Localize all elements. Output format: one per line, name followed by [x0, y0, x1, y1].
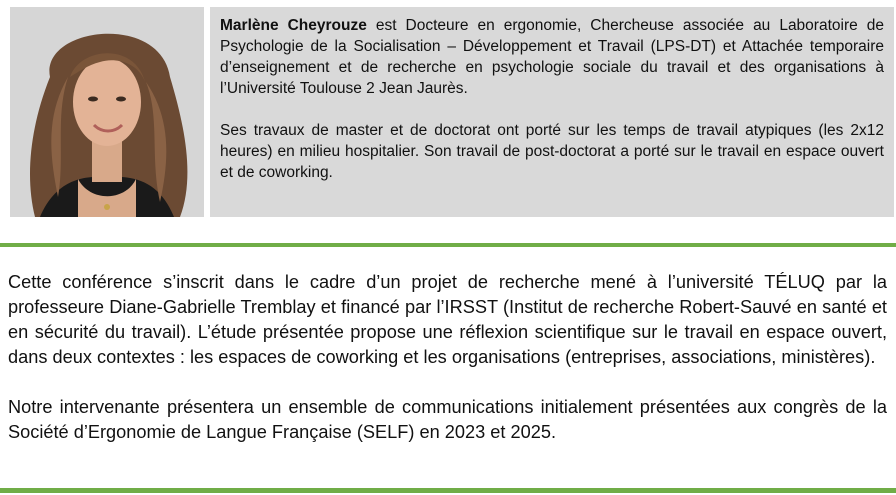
- speaker-photo: [10, 7, 204, 217]
- conference-description: [8, 270, 887, 445]
- description-paragraph-1: Cette conférence s’inscrit dans le cadre d’un projet de recherche mené à l’université TÉLUQ par la professeure Diane-Gabrielle Tremblay et financé par l’IRSST (Institut de recherche Robert-Sauvé en santé et en sécurité du travail). L’étude présentée propose une réflexion scientifique sur le travail en espace ouvert, dans deux contextes : les espaces de coworking et les organisations (entreprises, associations, ministères).: [8, 272, 887, 367]
- bottom-divider: [0, 488, 896, 493]
- bio-paragraph-1-text: est Docteure en ergonomie, Chercheuse associée au Laboratoire de Psychologie de la Socialisation – Développement et Travail (LPS-DT) et Attachée temporaire d’enseignement et de recherche en psychologie sociale du travail et des organisations à l’Université Toulouse 2 Jean Jaurès.: [220, 17, 884, 97]
- description-paragraph-2: Notre intervenante présentera un ensemble de communications initialement présentées aux congrès de la Société d’Ergonomie de Langue Française (SELF) en 2023 et 2025.: [8, 397, 887, 442]
- top-divider: [0, 243, 896, 247]
- speaker-name: Marlène Cheyrouze: [220, 17, 367, 34]
- speaker-bio: [210, 7, 894, 217]
- bio-paragraph-1: [220, 15, 884, 99]
- speaker-portrait-image: [10, 7, 204, 217]
- bio-paragraph-2: Ses travaux de master et de doctorat ont porté sur les temps de travail atypiques (les 2x12 heures) en milieu hospitalier. Son travail de post-doctorat a porté sur le travail en espace ouvert et de coworking.: [220, 122, 884, 181]
